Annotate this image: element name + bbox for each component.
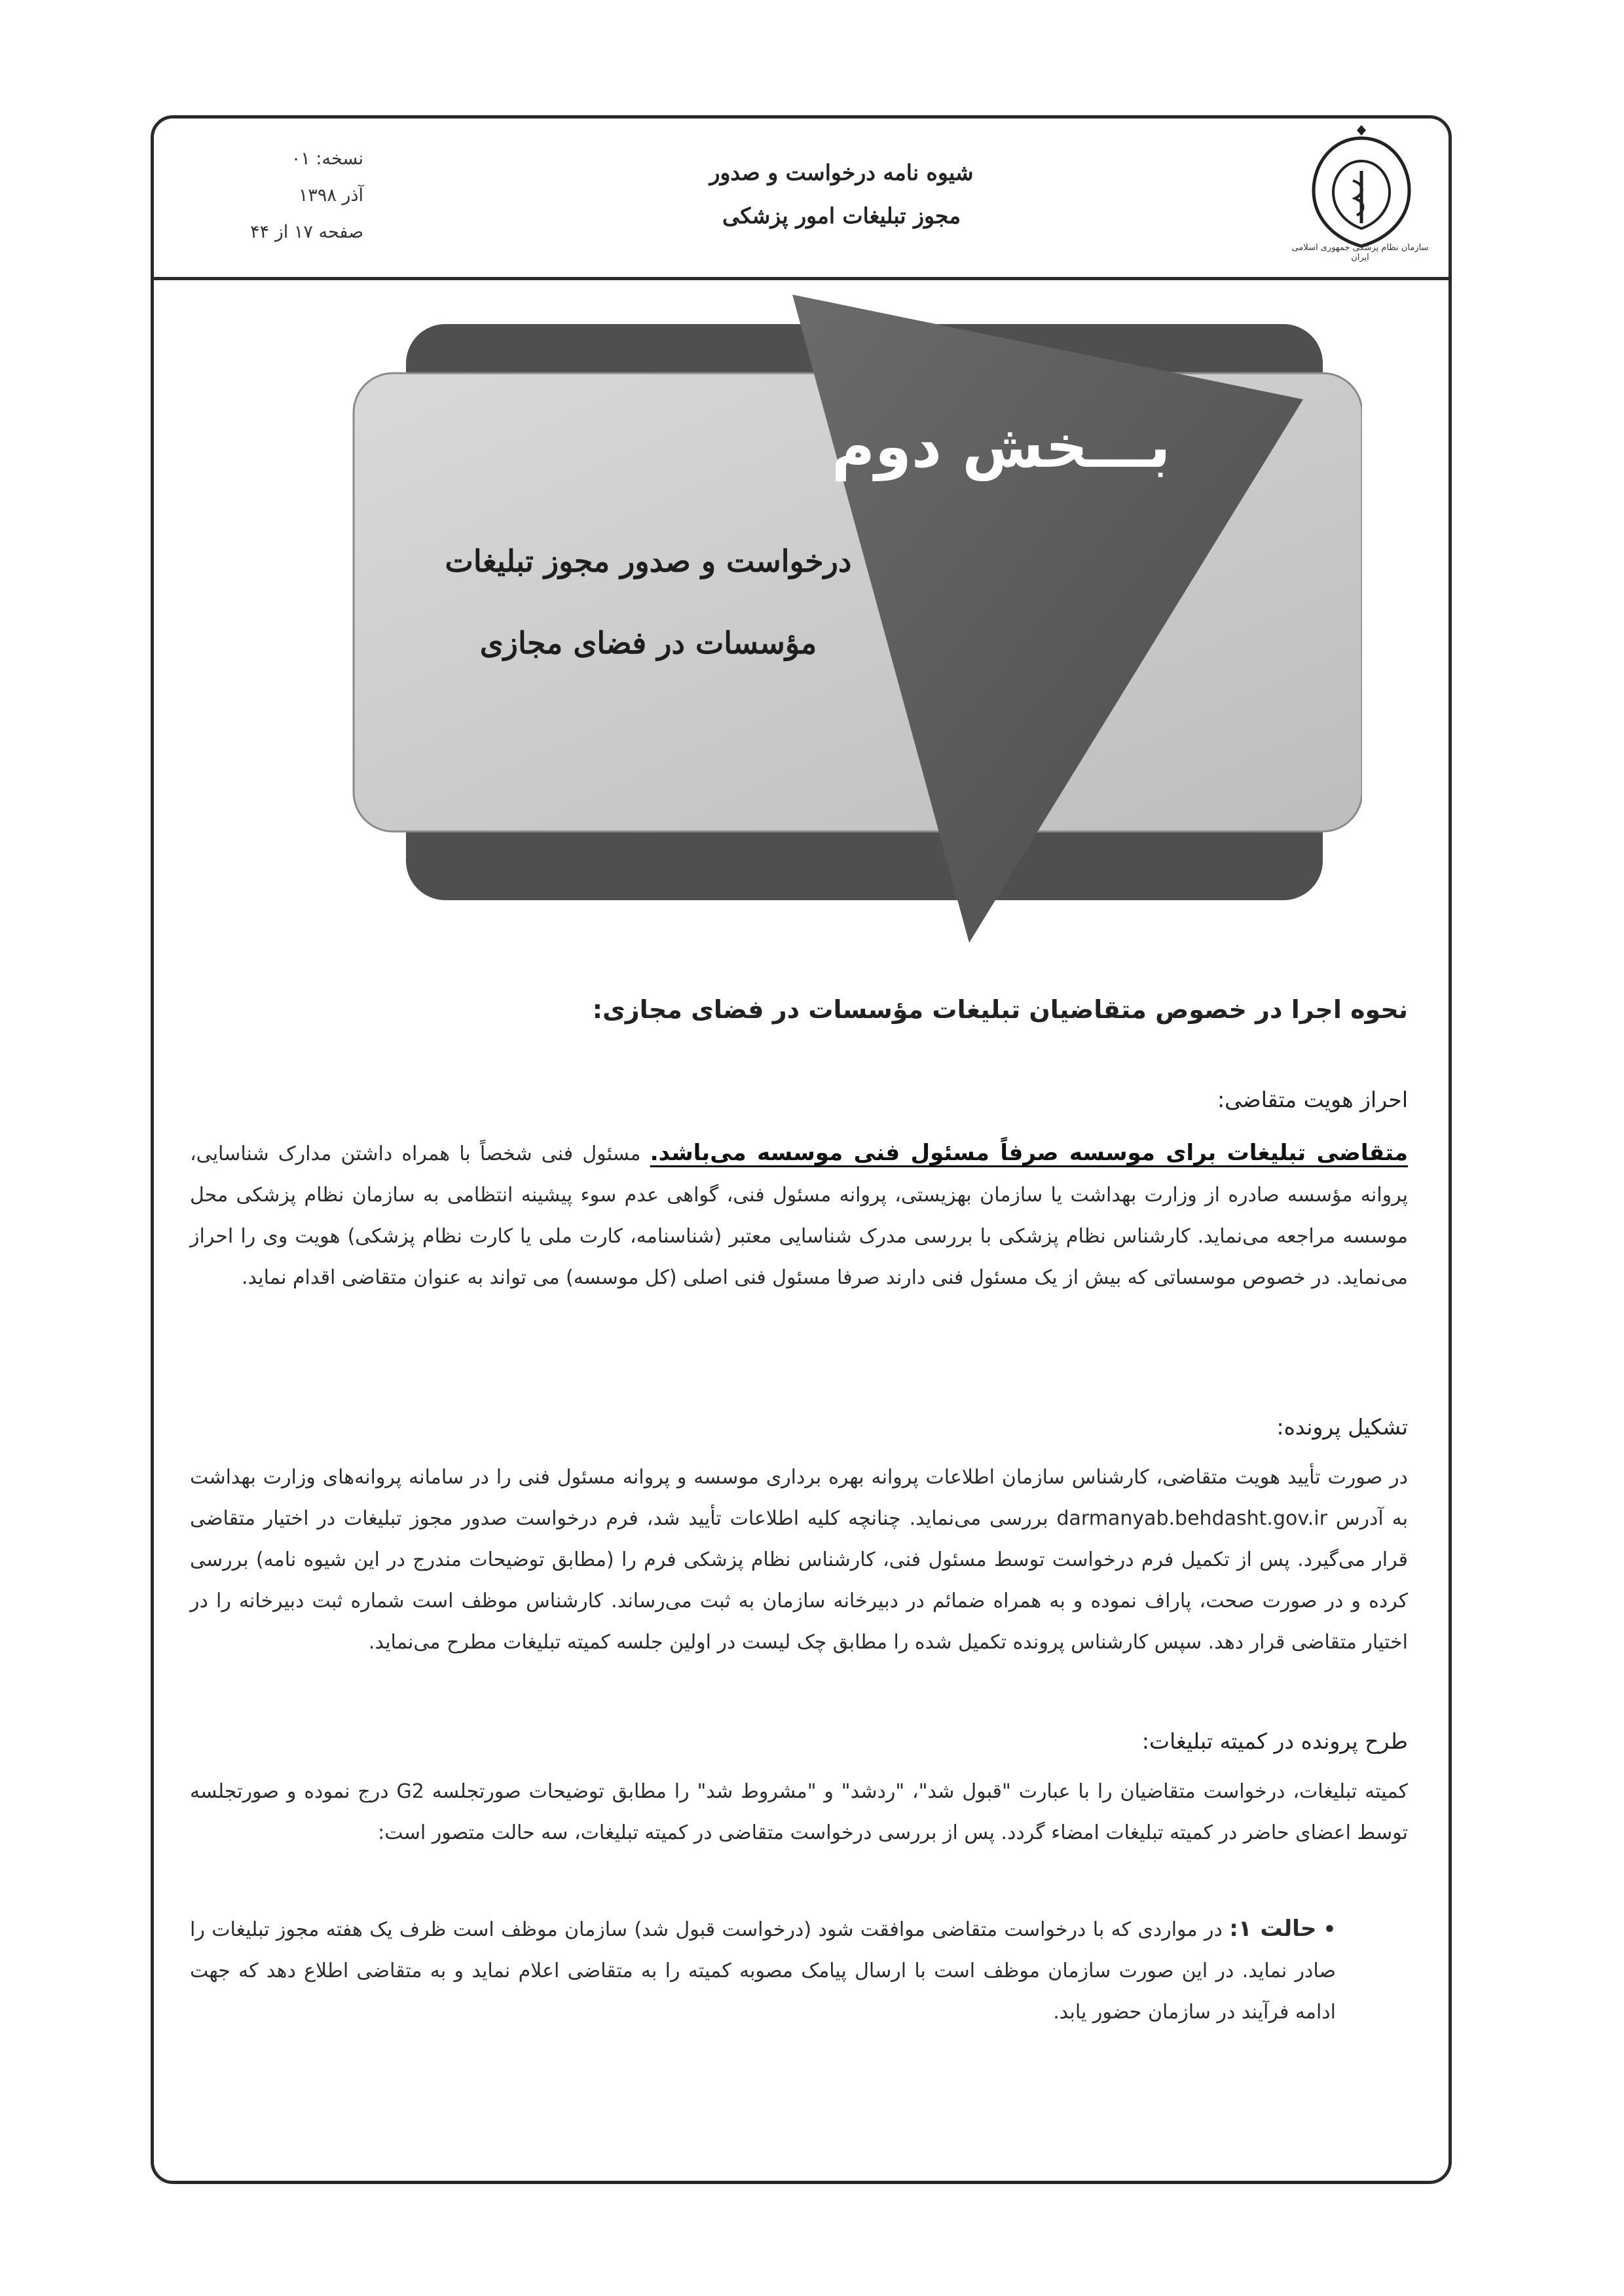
form-code: G2	[396, 1780, 424, 1803]
case-one-bullet	[190, 1908, 1336, 2033]
document-meta	[193, 141, 363, 251]
dossier-text-a: در صورت تأیید هویت متقاضی، کارشناس سازمان اطلاعات پروانه بهره برداری موسسه و پروانه مسئول فنی را در سامانه پروانه‌های وزارت بهداشت به آدرس	[190, 1466, 1409, 1530]
case-one-label: حالت ۱:	[1229, 1916, 1317, 1942]
banner-subtitle-line-1: درخواست و صدور مجوز تبلیغات	[445, 543, 852, 579]
header-divider	[154, 277, 1449, 280]
bullet-dot-icon: •	[1323, 1918, 1337, 1941]
identity-paragraph	[190, 1133, 1408, 1298]
case-one-text: در مواردی که با درخواست متقاضی موافقت شود (درخواست قبول شد) سازمان موظف است ظرف یک هفته مجوز تبلیغات را صادر نماید. در این صورت سازمان موظف است با ارسال پیامک مصوبه کمیته را به متقاضی اعلام نماید و به متقاضی اطلاع دهد که جهت ادامه فرآیند در سازمان حضور یابد.	[190, 1918, 1336, 2024]
title-line-1: شیوه نامه درخواست و صدور	[709, 160, 974, 185]
banner-subtitle-line-2: مؤسسات در فضای مجازی	[479, 625, 817, 661]
identity-lead-sentence: متقاضی تبلیغات برای موسسه صرفاً مسئول فنی موسسه می‌باشد.	[650, 1140, 1408, 1166]
identity-body-text: مسئول فنی شخصاً با همراه داشتن مدارک شناسایی، پروانه مؤسسه صادره از وزارت بهداشت یا سازمان بهزیستی، پروانه مسئول فنی، گواهی عدم سوء پیشینه انتظامی به سازمان نظام پزشکی محل موسسه مراجعه می‌نماید. کارشناس نظام پزشکی با بررسی مدرک شناسایی معتبر (شناسنامه، کارت ملی یا کارت نظام پزشکی) هویت وی را احراز می‌نماید. در خصوص موسساتی که بیش از یک مسئول فنی دارند صرفا مسئول فنی اصلی (کل موسسه) می تواند به عنوان متقاضی اقدام نماید.	[190, 1142, 1408, 1289]
document-title	[612, 151, 1071, 238]
committee-paragraph	[190, 1771, 1408, 1853]
section-title: نحوه اجرا در خصوص متقاضیان تبلیغات مؤسسات در فضای مجازی:	[592, 995, 1408, 1024]
committee-text-a: کمیته تبلیغات، درخواست متقاضیان را با عبارت "قبول شد"، "ردشد" و "مشروط شد" را مطابق توضیحات صورتجلسه	[432, 1780, 1408, 1803]
version-label: نسخه: ۰۱	[291, 149, 363, 169]
title-line-2: مجوز تبلیغات امور پزشکی	[722, 203, 961, 228]
identity-heading: احراز هویت متقاضی:	[1217, 1087, 1408, 1112]
page-number-label: صفحه ۱۷ از ۴۴	[250, 222, 363, 242]
dossier-text-b: بررسی می‌نماید. چنانچه کلیه اطلاعات تأیید شد، فرم درخواست صدور مجوز تبلیغات در اختیار متقاضی قرار می‌گیرد. پس از تکمیل فرم درخواست توسط مسئول فنی، کارشناس نظام پزشکی فرم را (مطابق توضیحات مندرج در این شیوه نامه) بررسی کرده و در صورت صحت، پاراف نموده و به همراه ضمائم در دبیرخانه سازمان به ثبت می‌رساند. کارشناس موظف است شماره ثبت دبیرخانه را در اختیار متقاضی قرار دهد. سپس کارشناس پرونده تکمیل شده را مطابق چک لیست در اولین جلسه کمیته تبلیغات مطرح می‌نماید.	[190, 1507, 1408, 1654]
dossier-paragraph	[190, 1457, 1408, 1663]
section-heading: بـــخش دوم	[832, 412, 1171, 481]
committee-heading: طرح پرونده در کمیته تبلیغات:	[1141, 1728, 1408, 1754]
dossier-heading: تشکیل پرونده:	[1276, 1414, 1408, 1440]
registry-url: darmanyab.behdasht.gov.ir	[1056, 1507, 1327, 1530]
organization-logo-icon	[1293, 125, 1430, 263]
committee-text-b: درج نموده و صورتجلسه توسط اعضای حاضر در کمیته تبلیغات امضاء گردد. پس از بررسی درخواست متقاضی در کمیته تبلیغات، سه حالت متصور است:	[190, 1780, 1408, 1844]
organization-caption: سازمان نظام پزشکی جمهوری اسلامی ایران	[1291, 243, 1429, 263]
date-label: آذر ۱۳۹۸	[298, 185, 363, 206]
